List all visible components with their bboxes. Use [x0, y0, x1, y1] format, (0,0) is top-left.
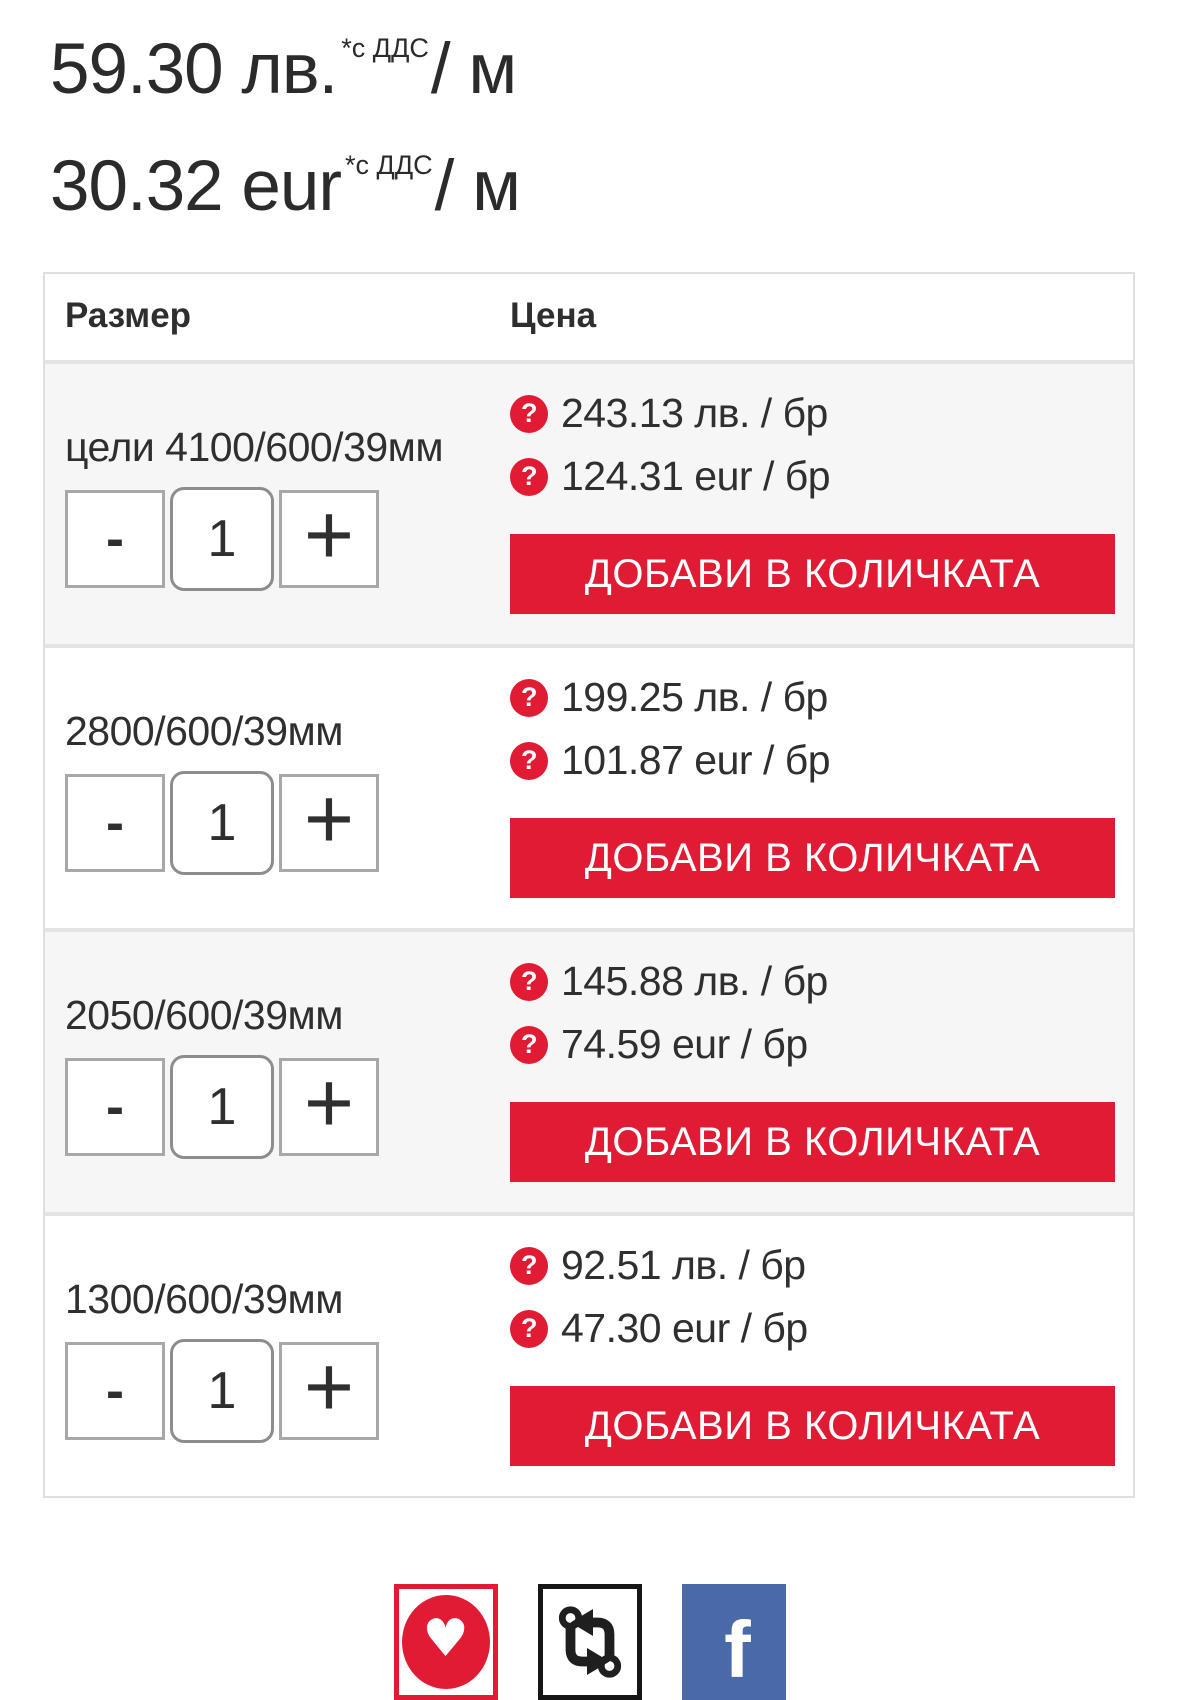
size-cell	[65, 1240, 510, 1466]
facebook-share-button[interactable]	[682, 1584, 786, 1700]
help-icon[interactable]: ?	[510, 458, 548, 496]
help-icon[interactable]: ?	[510, 1247, 548, 1285]
wishlist-button[interactable]	[394, 1584, 498, 1700]
size-cell	[65, 956, 510, 1182]
quantity-stepper	[65, 771, 510, 875]
price-eur-line	[50, 147, 1179, 226]
row-price-bgn: 199.25 лв. / бр	[561, 674, 828, 720]
size-cell	[65, 388, 510, 614]
price-eur-amount: 30.32 eur	[50, 147, 342, 226]
table-header-size: Размер	[65, 296, 192, 335]
quantity-input[interactable]	[170, 487, 274, 591]
price-bgn-row	[510, 390, 1115, 437]
quantity-decrease-button[interactable]: -	[65, 490, 165, 588]
row-price-bgn: 145.88 лв. / бр	[561, 958, 828, 1004]
heart-icon	[402, 1595, 490, 1689]
table-row	[45, 644, 1133, 928]
table-header	[45, 274, 1133, 360]
help-icon[interactable]: ?	[510, 1026, 548, 1064]
row-price-eur: 124.31 eur / бр	[561, 453, 831, 499]
help-icon[interactable]: ?	[510, 1310, 548, 1348]
help-icon[interactable]: ?	[510, 963, 548, 1001]
price-cell	[510, 388, 1115, 614]
price-eur-unit: / м	[434, 147, 520, 226]
facebook-icon: f	[724, 1605, 751, 1694]
add-to-cart-button[interactable]: ДОБАВИ В КОЛИЧКАТА	[510, 534, 1115, 614]
table-row	[45, 928, 1133, 1212]
compare-arrows-icon	[554, 1602, 626, 1682]
size-cell	[65, 672, 510, 898]
price-bgn-amount: 59.30 лв.	[50, 30, 338, 109]
quantity-stepper	[65, 1055, 510, 1159]
price-cell	[510, 672, 1115, 898]
quantity-input[interactable]	[170, 1339, 274, 1443]
row-price-bgn: 243.13 лв. / бр	[561, 390, 828, 436]
price-eur-row	[510, 1305, 1115, 1352]
price-bgn-row	[510, 674, 1115, 721]
compare-button[interactable]	[538, 1584, 642, 1700]
quantity-decrease-button[interactable]: -	[65, 1342, 165, 1440]
table-row	[45, 360, 1133, 644]
price-eur-row	[510, 737, 1115, 784]
quantity-decrease-button[interactable]: -	[65, 774, 165, 872]
help-icon[interactable]: ?	[510, 395, 548, 433]
add-to-cart-button[interactable]: ДОБАВИ В КОЛИЧКАТА	[510, 818, 1115, 898]
quantity-input[interactable]	[170, 771, 274, 875]
quantity-increase-button[interactable]: +	[279, 774, 379, 872]
price-block	[0, 0, 1179, 226]
price-eur-row	[510, 1021, 1115, 1068]
social-actions-row	[0, 1584, 1179, 1700]
row-price-eur: 101.87 eur / бр	[561, 737, 831, 783]
quantity-decrease-button[interactable]: -	[65, 1058, 165, 1156]
size-price-table	[43, 272, 1135, 1498]
price-eur-row	[510, 453, 1115, 500]
add-to-cart-button[interactable]: ДОБАВИ В КОЛИЧКАТА	[510, 1386, 1115, 1466]
quantity-increase-button[interactable]: +	[279, 490, 379, 588]
help-icon[interactable]: ?	[510, 742, 548, 780]
price-bgn-unit: / м	[430, 30, 517, 109]
size-label: 2050/600/39мм	[65, 992, 343, 1038]
quantity-stepper	[65, 487, 510, 591]
price-bgn-row	[510, 1242, 1115, 1289]
size-label: 1300/600/39мм	[65, 1276, 343, 1322]
size-label: 2800/600/39мм	[65, 708, 343, 754]
heart-glyph: ♥	[422, 1609, 469, 1669]
table-row	[45, 1212, 1133, 1496]
price-cell	[510, 1240, 1115, 1466]
table-header-price: Цена	[510, 296, 597, 335]
vat-note: *с ДДС	[341, 33, 429, 63]
price-cell	[510, 956, 1115, 1182]
price-bgn-line	[50, 30, 1179, 109]
quantity-increase-button[interactable]: +	[279, 1058, 379, 1156]
add-to-cart-button[interactable]: ДОБАВИ В КОЛИЧКАТА	[510, 1102, 1115, 1182]
vat-note: *с ДДС	[345, 150, 433, 180]
price-bgn-row	[510, 958, 1115, 1005]
help-icon[interactable]: ?	[510, 679, 548, 717]
quantity-input[interactable]	[170, 1055, 274, 1159]
row-price-bgn: 92.51 лв. / бр	[561, 1242, 806, 1288]
size-label: цели 4100/600/39мм	[65, 424, 444, 470]
quantity-increase-button[interactable]: +	[279, 1342, 379, 1440]
quantity-stepper	[65, 1339, 510, 1443]
row-price-eur: 74.59 eur / бр	[561, 1021, 808, 1067]
row-price-eur: 47.30 eur / бр	[561, 1305, 808, 1351]
